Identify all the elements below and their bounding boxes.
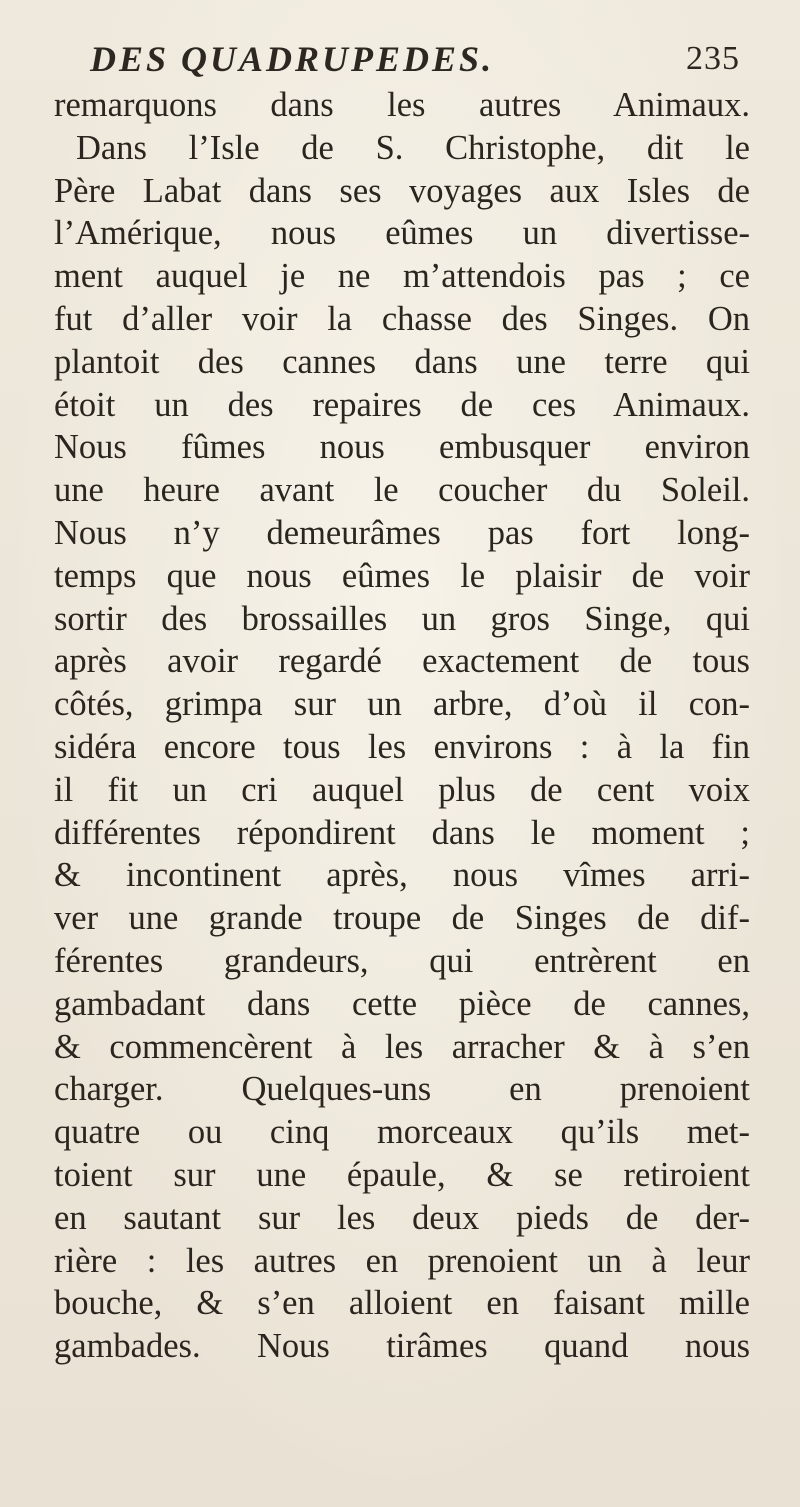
text-line: ver une grande troupe de Singes de dif- <box>54 899 750 938</box>
text-line: & commencèrent à les arracher & à s’en <box>54 1027 750 1066</box>
text-line: plantoit des cannes dans une terre qui <box>54 342 750 381</box>
text-line: Nous n’y demeurâmes pas fort long- <box>54 513 750 552</box>
text-line: rière : les autres en prenoient un à leur <box>54 1241 750 1280</box>
text-line: différentes répondirent dans le moment ; <box>54 813 750 852</box>
text-line: Nous fûmes nous embusquer environ <box>54 428 750 467</box>
page-number: 235 <box>686 40 740 77</box>
running-head: DES QUADRUPEDES. <box>90 39 495 79</box>
text-line: ment auquel je ne m’attendois pas ; ce <box>54 257 750 296</box>
text-line: & incontinent après, nous vîmes arri- <box>54 856 750 895</box>
body-text <box>54 84 750 1368</box>
text-line: temps que nous eûmes le plaisir de voir <box>54 556 750 595</box>
text-line: charger. Quelques-uns en prenoient <box>54 1070 750 1109</box>
text-line: quatre ou cinq morceaux qu’ils met- <box>54 1113 750 1152</box>
text-line: côtés, grimpa sur un arbre, d’où il con- <box>54 685 750 724</box>
text-line: en sautant sur les deux pieds de der- <box>54 1198 750 1237</box>
text-line: Père Labat dans ses voyages aux Isles de <box>54 171 750 210</box>
text-line: fut d’aller voir la chasse des Singes. On <box>54 299 750 338</box>
text-line: gambades. Nous tirâmes quand nous <box>54 1327 750 1366</box>
text-line: après avoir regardé exactement de tous <box>54 642 750 681</box>
text-line: toient sur une épaule, & se retiroient <box>54 1155 750 1194</box>
text-line: férentes grandeurs, qui entrèrent en <box>54 941 750 980</box>
text-line: remarquons dans les autres Animaux. <box>54 86 750 124</box>
text-line: sidéra encore tous les environs : à la fin <box>54 727 750 766</box>
text-line: l’Amérique, nous eûmes un divertisse- <box>54 214 750 253</box>
text-line: il fit un cri auquel plus de cent voix <box>54 770 750 809</box>
text-line: une heure avant le coucher du Soleil. <box>54 471 750 510</box>
text-line: bouche, & s’en alloient en faisant mille <box>54 1284 750 1323</box>
text-line: gambadant dans cette pièce de cannes, <box>54 984 750 1023</box>
text-line: étoit un des repaires de ces Animaux. <box>54 385 750 424</box>
text-line: sortir des brossailles un gros Singe, qui <box>54 599 750 638</box>
text-line: Dans l’Isle de S. Christophe, dit le <box>76 128 750 167</box>
